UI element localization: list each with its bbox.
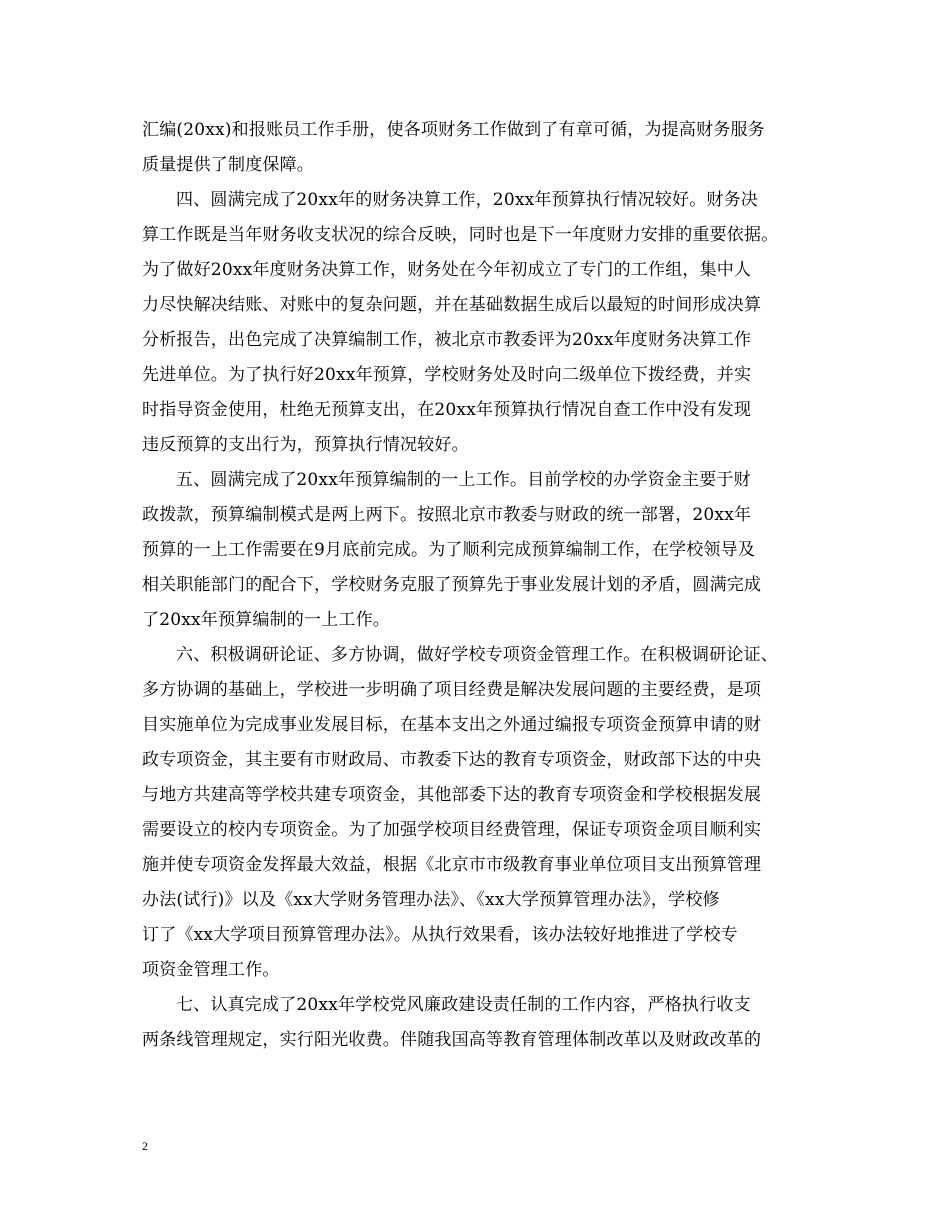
text-line: 政专项资金，其主要有市财政局、市教委下达的教育专项资金，财政部下达的中央 [142, 750, 762, 770]
text-line: 预算的一上工作需要在9月底前完成。为了顺利完成预算编制工作，在学校领导及 [142, 540, 756, 560]
text-line: 五、圆满完成了20xx年预算编制的一上工作。目前学校的办学资金主要于财 [176, 470, 751, 490]
text-line: 违反预算的支出行为，预算执行情况较好。 [142, 435, 469, 455]
text-line: 六、积极调研论证、多方协调，做好学校专项资金管理工作。在积极调研论证、 [176, 645, 778, 665]
text-line: 目实施单位为完成事业发展目标，在基本支出之外通过编报专项资金预算申请的财 [142, 715, 762, 735]
text-line: 政拨款，预算编制模式是两上两下。按照北京市教委与财政的统一部署，20xx年 [142, 505, 752, 525]
text-line: 施并使专项资金发挥最大效益，根据《北京市市级教育事业单位项目支出预算管理 [142, 855, 762, 875]
text-line: 多方协调的基础上，学校进一步明确了项目经费是解决发展问题的主要经费，是项 [142, 680, 762, 700]
text-line: 分析报告，出色完成了决算编制工作，被北京市教委评为20xx年度财务决算工作 [142, 330, 752, 350]
text-line: 订了《xx大学项目预算管理办法》。从执行效果看，该办法较好地推进了学校专 [142, 925, 738, 945]
text-line: 先进单位。为了执行好20xx年预算，学校财务处及时向二级单位下拨经费，并实 [142, 365, 752, 385]
text-line: 算工作既是当年财务收支状况的综合反映，同时也是下一年度财力安排的重要依据。 [142, 225, 779, 245]
text-line: 办法(试行)》以及《xx大学财务管理办法》、《xx大学预算管理办法》，学校修 [142, 890, 720, 910]
text-line: 项资金管理工作。 [142, 960, 280, 980]
text-line: 七、认真完成了20xx年学校党风廉政建设责任制的工作内容，严格执行收支 [176, 995, 751, 1015]
text-line: 时指导资金使用，杜绝无预算支出，在20xx年预算执行情况自查工作中没有发现 [142, 400, 752, 420]
text-line: 相关职能部门的配合下，学校财务克服了预算先于事业发展计划的矛盾，圆满完成 [142, 575, 762, 595]
page-number: 2 [142, 1139, 148, 1153]
text-line: 与地方共建高等学校共建专项资金，其他部委下达的教育专项资金和学校根据发展 [142, 785, 762, 805]
text-line: 质量提供了制度保障。 [142, 155, 314, 175]
text-line: 为了做好20xx年度财务决算工作，财务处在今年初成立了专门的工作组，集中人 [142, 260, 752, 280]
text-line: 力尽快解决结账、对账中的复杂问题，并在基础数据生成后以最短的时间形成决算 [142, 295, 762, 315]
text-line: 两条线管理规定，实行阳光收费。伴随我国高等教育管理体制改革以及财政改革的 [142, 1030, 762, 1050]
text-line: 四、圆满完成了20xx年的财务决算工作，20xx年预算执行情况较好。财务决 [176, 190, 759, 210]
text-line: 了20xx年预算编制的一上工作。 [142, 610, 391, 630]
text-line: 汇编(20xx)和报账员工作手册，使各项财务工作做到了有章可循，为提高财务服务 [142, 120, 765, 140]
text-line: 需要设立的校内专项资金。为了加强学校项目经费管理，保证专项资金项目顺利实 [142, 820, 762, 840]
